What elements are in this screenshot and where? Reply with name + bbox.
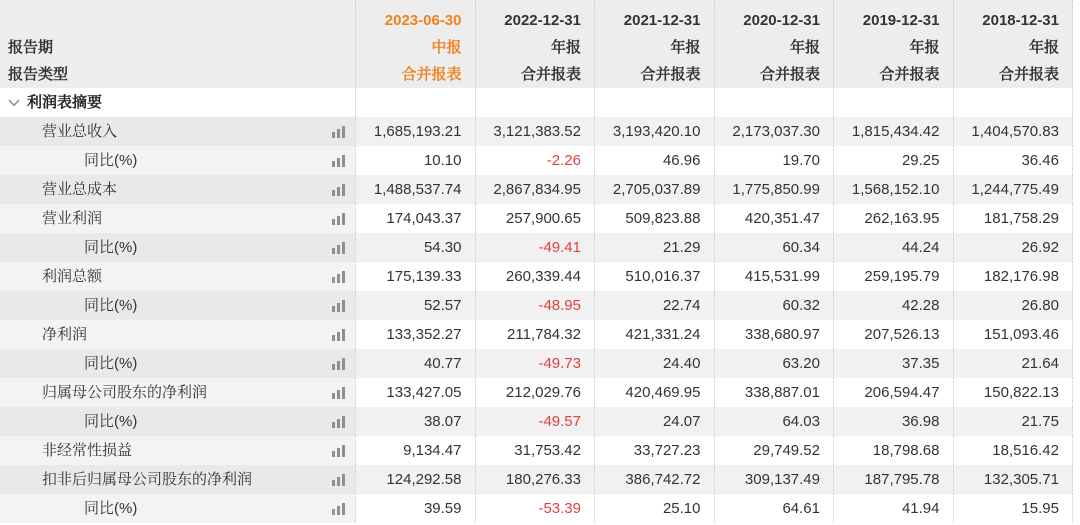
row-label-cell [0, 233, 355, 262]
report-period-label: 报告期 [8, 39, 54, 56]
header-date: 2022-12-31 [504, 12, 581, 29]
value-cell: 40.77 [355, 349, 475, 378]
value-cell: 15.95 [953, 494, 1074, 523]
value-cell: 338,680.97 [714, 320, 834, 349]
value-cell: 181,758.29 [953, 204, 1074, 233]
table-row [0, 465, 1073, 494]
row-label: 非经常性损益 [42, 442, 133, 459]
section-empty-cell [594, 88, 714, 117]
table-body [0, 117, 1073, 523]
value-cell: 182,176.98 [953, 262, 1074, 291]
section-empty-cell [355, 88, 475, 117]
value-cell: 29,749.52 [714, 436, 834, 465]
column-header-2021-12-31[interactable] [594, 0, 714, 88]
column-header-2019-12-31[interactable] [833, 0, 953, 88]
value-cell: 1,685,193.21 [355, 117, 475, 146]
value-cell: 510,016.37 [594, 262, 714, 291]
table-row [0, 407, 1073, 436]
value-cell: 18,516.42 [953, 436, 1074, 465]
table-row [0, 436, 1073, 465]
value-cell: 9,134.47 [355, 436, 475, 465]
value-cell: 133,352.27 [355, 320, 475, 349]
period-column-headers [355, 0, 1073, 88]
row-label-cell [0, 378, 355, 407]
table-header [0, 0, 1073, 88]
header-date: 2018-12-31 [982, 12, 1059, 29]
chevron-down-icon [8, 99, 22, 107]
value-cell: 260,339.44 [475, 262, 595, 291]
value-cell: 2,867,834.95 [475, 175, 595, 204]
row-label: 同比(%) [84, 500, 138, 517]
report-type-label: 报告类型 [8, 66, 69, 83]
value-cell: 1,568,152.10 [833, 175, 953, 204]
value-cell: 421,331.24 [594, 320, 714, 349]
value-cell: 19.70 [714, 146, 834, 175]
header-date: 2019-12-31 [862, 12, 940, 29]
table-row [0, 378, 1073, 407]
row-label-cell [0, 204, 355, 233]
value-cell: 36.46 [953, 146, 1074, 175]
row-label-cell [0, 407, 355, 436]
row-label-cell [0, 349, 355, 378]
bar-chart-icon[interactable] [332, 416, 345, 428]
bar-chart-icon[interactable] [332, 358, 345, 370]
header-period: 中报 [431, 39, 462, 56]
table-row [0, 262, 1073, 291]
bar-chart-icon[interactable] [332, 126, 345, 138]
header-date: 2021-12-31 [623, 12, 701, 29]
row-label-cell [0, 146, 355, 175]
row-label: 扣非后归属母公司股东的净利润 [42, 471, 253, 488]
value-cell: 37.35 [833, 349, 953, 378]
section-empty-cell [833, 88, 953, 117]
value-cell: 2,173,037.30 [714, 117, 834, 146]
row-label: 同比(%) [84, 297, 138, 314]
value-cell: 64.61 [714, 494, 834, 523]
bar-chart-icon[interactable] [332, 271, 345, 283]
row-label: 营业总收入 [42, 123, 118, 140]
row-label-cell [0, 262, 355, 291]
value-cell: 63.20 [714, 349, 834, 378]
value-cell: 262,163.95 [833, 204, 953, 233]
value-cell: -49.57 [475, 407, 595, 436]
value-cell: 31,753.42 [475, 436, 595, 465]
value-cell: 44.24 [833, 233, 953, 262]
header-statement: 合并报表 [520, 66, 581, 83]
value-cell: 207,526.13 [833, 320, 953, 349]
value-cell: 211,784.32 [475, 320, 595, 349]
section-empty-cell [714, 88, 834, 117]
header-statement: 合并报表 [998, 66, 1059, 83]
table-row [0, 233, 1073, 262]
value-cell: 21.29 [594, 233, 714, 262]
column-header-2023-06-30[interactable] [355, 0, 475, 88]
header-row-labels [0, 0, 355, 88]
row-label: 营业总成本 [42, 181, 118, 198]
value-cell: 33,727.23 [594, 436, 714, 465]
value-cell: 509,823.88 [594, 204, 714, 233]
column-header-2020-12-31[interactable] [714, 0, 834, 88]
value-cell: 180,276.33 [475, 465, 595, 494]
bar-chart-icon[interactable] [332, 213, 345, 225]
value-cell: 46.96 [594, 146, 714, 175]
header-period: 年报 [909, 39, 940, 56]
section-empty-cell [475, 88, 595, 117]
value-cell: 338,887.01 [714, 378, 834, 407]
row-label-cell [0, 494, 355, 523]
value-cell: 133,427.05 [355, 378, 475, 407]
bar-chart-icon[interactable] [332, 184, 345, 196]
column-header-2018-12-31[interactable] [953, 0, 1074, 88]
table-row [0, 320, 1073, 349]
table-row [0, 494, 1073, 523]
value-cell: 29.25 [833, 146, 953, 175]
header-statement: 合并报表 [879, 66, 940, 83]
value-cell: 52.57 [355, 291, 475, 320]
section-empty-cell [953, 88, 1074, 117]
value-cell: 257,900.65 [475, 204, 595, 233]
value-cell: 212,029.76 [475, 378, 595, 407]
value-cell: 22.74 [594, 291, 714, 320]
section-row [0, 88, 1073, 117]
value-cell: 206,594.47 [833, 378, 953, 407]
value-cell: 24.07 [594, 407, 714, 436]
table-row [0, 204, 1073, 233]
value-cell: 24.40 [594, 349, 714, 378]
bar-chart-icon[interactable] [332, 387, 345, 399]
row-label-cell [0, 175, 355, 204]
bar-chart-icon[interactable] [332, 503, 345, 515]
row-label: 净利润 [42, 326, 88, 343]
value-cell: 1,488,537.74 [355, 175, 475, 204]
value-cell: 10.10 [355, 146, 475, 175]
value-cell: 38.07 [355, 407, 475, 436]
value-cell: 21.64 [953, 349, 1074, 378]
value-cell: 26.80 [953, 291, 1074, 320]
table-row [0, 146, 1073, 175]
value-cell: 1,404,570.83 [953, 117, 1074, 146]
bar-chart-icon[interactable] [332, 300, 345, 312]
value-cell: -2.26 [475, 146, 595, 175]
value-cell: 2,705,037.89 [594, 175, 714, 204]
row-label: 同比(%) [84, 239, 138, 256]
value-cell: -53.39 [475, 494, 595, 523]
value-cell: 132,305.71 [953, 465, 1074, 494]
value-cell: 54.30 [355, 233, 475, 262]
header-statement: 合并报表 [640, 66, 701, 83]
value-cell: 64.03 [714, 407, 834, 436]
row-label: 营业利润 [42, 210, 103, 227]
row-label-cell [0, 436, 355, 465]
value-cell: 18,798.68 [833, 436, 953, 465]
table-row [0, 175, 1073, 204]
value-cell: 1,244,775.49 [953, 175, 1074, 204]
value-cell: 41.94 [833, 494, 953, 523]
header-period: 年报 [789, 39, 820, 56]
section-income-statement-toggle[interactable] [0, 88, 355, 117]
table-row [0, 291, 1073, 320]
bar-chart-icon[interactable] [332, 329, 345, 341]
value-cell: 175,139.33 [355, 262, 475, 291]
value-cell: 3,193,420.10 [594, 117, 714, 146]
row-label-cell [0, 291, 355, 320]
row-label: 归属母公司股东的净利润 [42, 384, 208, 401]
row-label-cell [0, 117, 355, 146]
table-row [0, 117, 1073, 146]
row-label: 同比(%) [84, 152, 138, 169]
header-date: 2023-06-30 [384, 12, 462, 29]
header-period: 年报 [550, 39, 581, 56]
row-label-cell [0, 465, 355, 494]
bar-chart-icon[interactable] [332, 155, 345, 167]
value-cell: 151,093.46 [953, 320, 1074, 349]
bar-chart-icon[interactable] [332, 474, 345, 486]
value-cell: 1,775,850.99 [714, 175, 834, 204]
value-cell: 36.98 [833, 407, 953, 436]
value-cell: 174,043.37 [355, 204, 475, 233]
header-date: 2020-12-31 [743, 12, 820, 29]
value-cell: 420,351.47 [714, 204, 834, 233]
section-title: 利润表摘要 [27, 94, 103, 111]
value-cell: 39.59 [355, 494, 475, 523]
header-period: 年报 [1028, 39, 1059, 56]
bar-chart-icon[interactable] [332, 445, 345, 457]
value-cell: 386,742.72 [594, 465, 714, 494]
value-cell: -49.41 [475, 233, 595, 262]
row-label: 利润总额 [42, 268, 103, 285]
value-cell: 1,815,434.42 [833, 117, 953, 146]
header-period: 年报 [670, 39, 701, 56]
table-row [0, 349, 1073, 378]
value-cell: 60.32 [714, 291, 834, 320]
header-statement: 合并报表 [401, 66, 462, 83]
value-cell: 124,292.58 [355, 465, 475, 494]
row-label-cell [0, 320, 355, 349]
value-cell: 309,137.49 [714, 465, 834, 494]
value-cell: 420,469.95 [594, 378, 714, 407]
value-cell: -49.73 [475, 349, 595, 378]
value-cell: 150,822.13 [953, 378, 1074, 407]
value-cell: 3,121,383.52 [475, 117, 595, 146]
value-cell: 42.28 [833, 291, 953, 320]
row-label: 同比(%) [84, 355, 138, 372]
value-cell: -48.95 [475, 291, 595, 320]
value-cell: 259,195.79 [833, 262, 953, 291]
column-header-2022-12-31[interactable] [475, 0, 595, 88]
row-label: 同比(%) [84, 413, 138, 430]
value-cell: 26.92 [953, 233, 1074, 262]
value-cell: 25.10 [594, 494, 714, 523]
value-cell: 187,795.78 [833, 465, 953, 494]
value-cell: 415,531.99 [714, 262, 834, 291]
value-cell: 60.34 [714, 233, 834, 262]
bar-chart-icon[interactable] [332, 242, 345, 254]
header-statement: 合并报表 [759, 66, 820, 83]
value-cell: 21.75 [953, 407, 1074, 436]
